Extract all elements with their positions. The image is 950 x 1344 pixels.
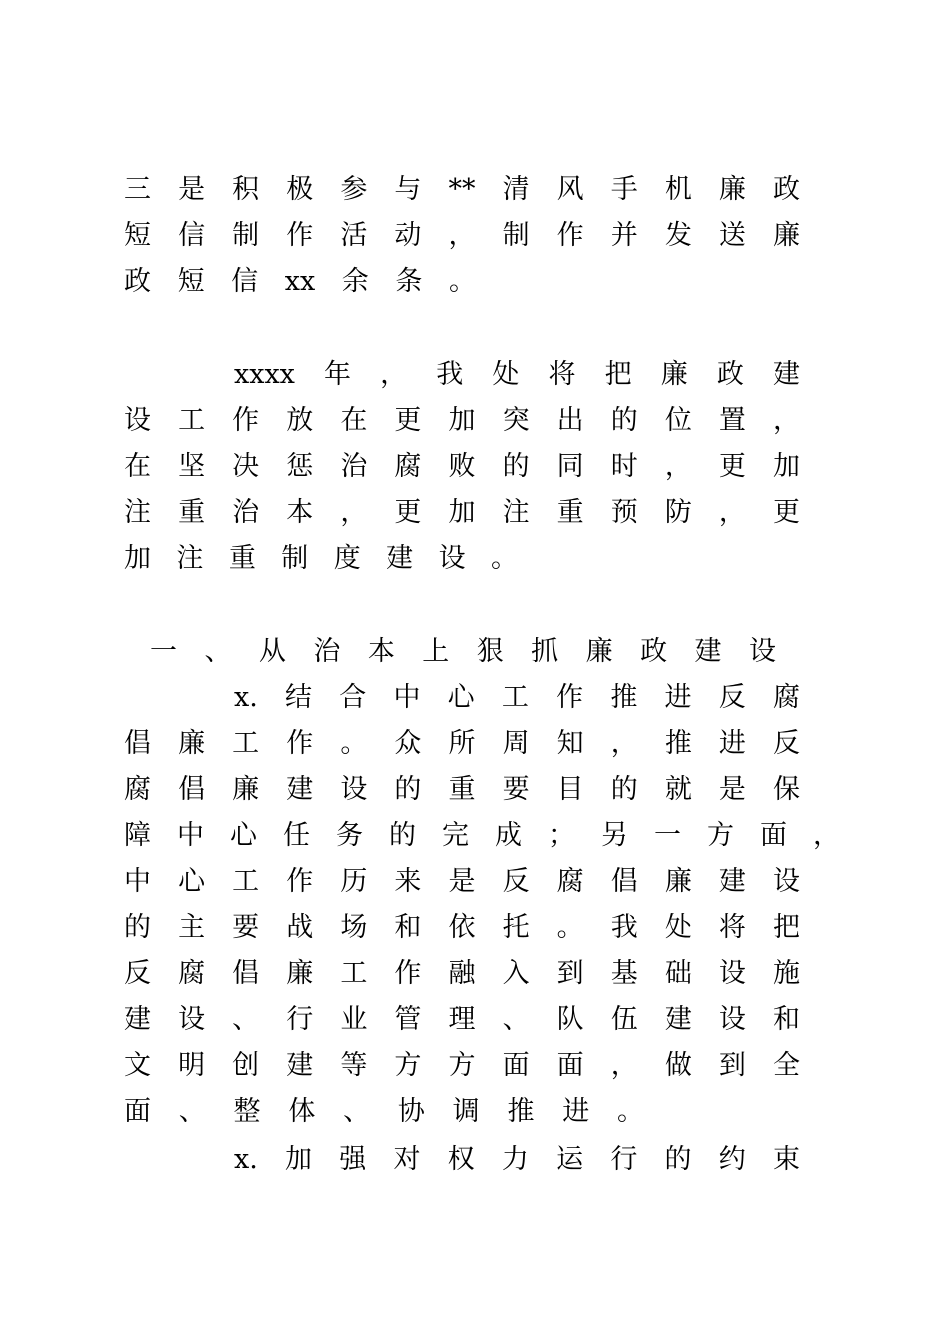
text-line: 注重治本，更加注重预防，更 xyxy=(124,497,800,528)
text-line: 在坚决惩治腐败的同时，更加 xyxy=(124,451,800,482)
text-line: 加注重制度建设。 xyxy=(124,543,518,574)
section-heading: 一、从治本上狠抓廉政建设 xyxy=(150,636,776,667)
text-line: 建设、行业管理、队伍建设和 xyxy=(124,1004,800,1035)
text-line: 政短信xx余条。 xyxy=(124,266,476,297)
text-line: 文明创建等方方面面，做到全 xyxy=(124,1050,800,1081)
text-line: 倡廉工作。众所周知，推进反 xyxy=(124,728,800,759)
text-line: 中心工作历来是反腐倡廉建设 xyxy=(124,866,800,897)
text-line: 三是积极参与**清风手机廉政 xyxy=(124,174,800,205)
text-line: xxxx年，我处将把廉政建 xyxy=(234,359,800,390)
text-line: 短信制作活动，制作并发送廉 xyxy=(124,220,800,251)
text-line: 设工作放在更加突出的位置， xyxy=(124,405,800,436)
text-line: 面、整体、协调推进。 xyxy=(124,1096,644,1127)
text-line: x.加强对权力运行的约束 xyxy=(234,1144,800,1175)
text-line: 反腐倡廉工作融入到基础设施 xyxy=(124,958,800,989)
text-line: 障中心任务的完成；另一方面， xyxy=(124,820,840,851)
text-line: 腐倡廉建设的重要目的就是保 xyxy=(124,774,800,805)
text-line: x.结合中心工作推进反腐 xyxy=(234,682,800,713)
text-line: 的主要战场和依托。我处将把 xyxy=(124,912,800,943)
